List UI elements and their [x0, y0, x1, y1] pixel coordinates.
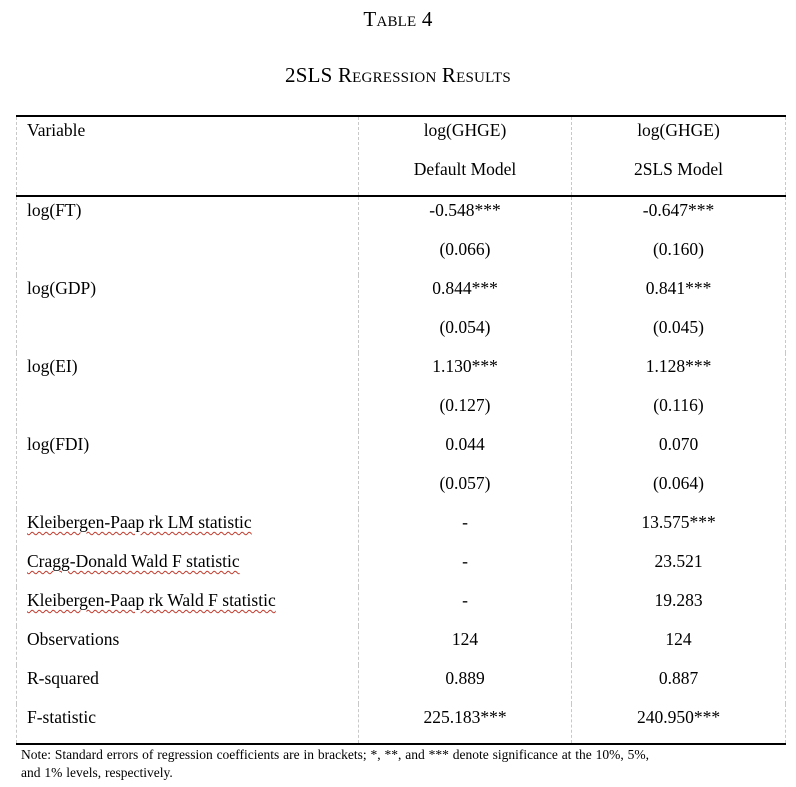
stat-default-value: 124 — [359, 626, 572, 665]
table-row — [17, 275, 786, 353]
table-row — [17, 353, 786, 431]
row-default-values — [359, 353, 572, 431]
stat-default-value: - — [359, 587, 572, 626]
header-row — [17, 116, 786, 196]
regression-table — [16, 115, 786, 745]
tsls-standard-error: (0.160) — [652, 239, 705, 259]
stat-2sls-value: 23.521 — [572, 548, 786, 587]
stat-label: Observations — [17, 626, 359, 665]
stat-label: Kleibergen-Paap rk LM statistic — [17, 509, 359, 548]
stat-label: Cragg-Donald Wald F statistic — [17, 548, 359, 587]
default-standard-error: (0.127) — [439, 395, 491, 415]
stat-2sls-value: 124 — [572, 626, 786, 665]
table-row — [17, 431, 786, 509]
table-title: 2SLS Regression Results — [285, 63, 511, 87]
row-variable: log(EI) — [17, 353, 359, 431]
header-default-dependent: log(GHGE) — [423, 120, 507, 140]
tsls-coefficient: 1.128*** — [645, 356, 712, 376]
default-coefficient: 0.844*** — [432, 278, 498, 298]
table-row — [17, 196, 786, 275]
default-standard-error: (0.054) — [439, 317, 491, 337]
stat-label: Kleibergen-Paap rk Wald F statistic — [17, 587, 359, 626]
row-variable: log(FT) — [17, 196, 359, 275]
stat-row — [17, 626, 786, 665]
stat-label: R-squared — [17, 665, 359, 704]
header-default-label: Default Model — [413, 159, 517, 179]
stat-row — [17, 587, 786, 626]
default-coefficient: 0.044 — [445, 434, 485, 454]
row-2sls-values — [572, 196, 786, 275]
stat-2sls-value: 0.887 — [572, 665, 786, 704]
tsls-standard-error: (0.116) — [653, 395, 704, 415]
stat-2sls-value: 13.575*** — [572, 509, 786, 548]
stat-default-value: - — [359, 509, 572, 548]
note-line-2: and 1% levels, respectively. — [21, 765, 173, 780]
stat-default-value: 225.183*** — [359, 704, 572, 744]
tsls-coefficient: 0.070 — [658, 434, 699, 454]
stat-row — [17, 509, 786, 548]
stat-default-value: - — [359, 548, 572, 587]
stat-row — [17, 548, 786, 587]
row-2sls-values — [572, 431, 786, 509]
header-2sls-dependent: log(GHGE) — [637, 120, 720, 140]
table-number: Table 4 — [363, 7, 433, 31]
row-2sls-values — [572, 275, 786, 353]
tsls-standard-error: (0.064) — [652, 473, 705, 493]
row-variable: log(GDP) — [17, 275, 359, 353]
tsls-standard-error: (0.045) — [652, 317, 705, 337]
row-2sls-values — [572, 353, 786, 431]
row-variable: log(FDI) — [17, 431, 359, 509]
header-2sls-label: 2SLS Model — [634, 159, 723, 179]
default-standard-error: (0.057) — [439, 473, 491, 493]
tsls-coefficient: 0.841*** — [645, 278, 712, 298]
stat-row — [17, 665, 786, 704]
header-2sls-model — [572, 116, 786, 196]
table-note — [21, 746, 781, 782]
row-default-values — [359, 431, 572, 509]
default-coefficient: 1.130*** — [432, 356, 498, 376]
note-line-1: Note: Standard errors of regression coefficients are in brackets; *, **, and *** denote significance at the 10%, 5%, — [21, 747, 650, 762]
default-coefficient: -0.548*** — [429, 200, 501, 220]
stat-default-value: 0.889 — [359, 665, 572, 704]
row-default-values — [359, 196, 572, 275]
stat-label: F-statistic — [17, 704, 359, 744]
default-standard-error: (0.066) — [439, 239, 491, 259]
stat-2sls-value: 19.283 — [572, 587, 786, 626]
header-variable: Variable — [17, 116, 359, 196]
header-default-model — [359, 116, 572, 196]
row-default-values — [359, 275, 572, 353]
stat-2sls-value: 240.950*** — [572, 704, 786, 744]
tsls-coefficient: -0.647*** — [642, 200, 715, 220]
stat-row — [17, 704, 786, 744]
